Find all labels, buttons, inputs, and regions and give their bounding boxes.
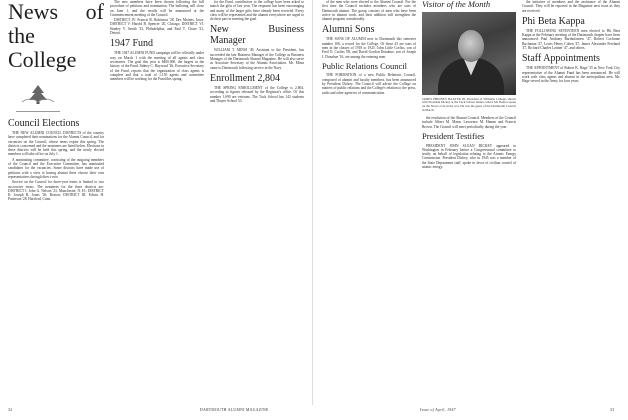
article-paragraph: the initiative of members and the assistance of the Alumni Council. They will be reported in the Magazine next issue as they are received. [522,0,620,13]
visitor-photo [422,12,516,95]
article-paragraph: the resolution of the Alumni Council. Members of the Council include Albert M. Mann, Lawrence M. Hamm and Francis Brown. The Council will meet periodically during the year. [422,116,516,129]
article-paragraph: PRESIDENT JOHN SLOAN DICKEY appeared in Washington in February before a Congressional committee to testify on behalf of legislation relating to the Atomic Energy Commission. President Dickey, who in 1945 was a member of the State Department staff, spoke in favor of civilian control of atomic energy. [422,143,516,169]
article-paragraph: THE APPOINTMENT of Robert K. Hage '35 as New York City representative of the Alumni Fund has been announced. He will work with class agents and alumni in the metropolitan area. Mr. Hage served in the Army for four years. [522,66,620,84]
magazine-footer: DARTMOUTH ALUMNI MAGAZINE [200,408,269,412]
article-paragraph: of the men who were elected to the Alumni Council. For the first time the Council includes members who are sons of Dartmouth alumni. The group consists of men who have been active in alumni work, and their addition will strengthen the alumni program considerably. [322,0,416,22]
article-paragraph: for the Fund, contributors to the college have been asked to match the gifts of last year. The response has been encouraging and many of the larger gifts have already been received. Every class will be represented and the alumni everywhere are urged to do their part in meeting the goal. [210,0,304,22]
page-gutter [312,0,313,405]
article-paragraph: THE FORMATION of a new Public Relations Council, composed of alumni and faculty members, has been announced by President Dickey. The Council will advise the College on matters of public relations and the College's relation to the press, radio and other agencies of communication. [322,73,416,95]
article-paragraph: A nominating committee, consisting of the outgoing members of the Council and the Executive Committee, has nominated candidates for the vacancies. Some districts have made use of petitions with a view to having alumni there choose their own representatives through direct vote. [8,157,104,179]
public-relations-heading: Public Relations Council [322,60,407,71]
left-col-3 [210,0,304,104]
article-paragraph: THE FOLLOWING SEVENTEEN men elected to Phi Beta Kappa at the February meeting of the Dartmouth chapter have been announced: Paul Anthony Bartholomew '47, Robert Cochrane Buchanan '47, Lewis Henry Cohen '47, James Alexander Freeland '47, Richard Charles Leitner '47, and others. [522,28,620,51]
article-paragraph: Service on the Council for three-year terms is limited to two successive terms. The nominees for the three districts are: DISTRICT I: John G. Nelson '23, Manchester, N. H.; DISTRICT II: Joseph R. Jones '26, Boston; DISTRICT III: Edwin H. Patterson '28, Hartford, Conn. [8,180,104,202]
council-elections-heading: Council Elections [8,118,80,129]
business-manager-heading: New Business Manager [210,24,304,47]
page-number-right: 33 [610,408,615,412]
left-col-1 [8,0,104,203]
enrollment-heading: Enrollment 2,804 [210,72,280,84]
alumni-sons-heading: Alumni Sons [322,24,375,36]
article-paragraph: THE NEW ALUMNI COUNCIL DISTRICTS of the country have completed their nominations for the Alumni Council, and for vacancies on the Council, whose terms expire this spring. The districts concerned and the nominees are listed below. Elections in these districts will be held this spring, and the newly elected members will take office on July 1. [8,131,104,157]
page-title: News of the College [8,0,104,72]
staff-appointments-heading: Staff Appointments [522,53,600,65]
fund-heading: 1947 Fund [110,38,154,50]
article-paragraph: THE SPRING ENROLLMENT of the College is 2,804, according to figures released by the Registrar's office. Of this number 1,690 are veterans. The Tuck School has 142 students and Thayer School 53. [210,85,304,103]
president-testifies-heading: President Testifies [422,131,485,142]
article-paragraph: THE SONS OF ALUMNI new to Dartmouth this semester number 106, a record for the College. Of these 43 are sons of men in the classes of 1918 to 1925. John Little Corliss, son of Fred O. Corliss '08, and David Gordon Donahue, son of Joseph J. Donahue '16, are among the entering men. [322,37,416,59]
issue-footer: Issue of April, 1947 [420,408,456,412]
college-crest-icon [16,82,60,112]
visitor-heading: Visitor of the Month [422,0,491,9]
article-paragraph: DISTRICT IV: Francis B. Robinson '28, Des Moines, Iowa. DISTRICT V: Harold B. Spencer '20, Chicago. DISTRICT VI: Stanley V. Smith '23, Philadelphia, and Paul T. Chase '21, Detroit. [110,18,204,36]
right-col-2 [422,0,516,170]
phi-beta-kappa-heading: Phi Beta Kappa [522,15,585,27]
page-number-left: 32 [8,408,13,412]
right-col-3 [522,0,620,85]
article-paragraph: THE 1947 ALUMNI FUND campaign will be officially under way on March 1 with the meeting of all agents and class secretaries. The goal this year is $400,000, the largest in the history of the Fund. Sidney C. Hayward '26, Executive Secretary of the Fund, reports that the organization of class agents is complete and that a total of 1,150 agents and committee members will be working for the Fund this spring. [110,51,204,82]
photo-caption: JAMES PHINNEY BAXTER III, President of Williams College, shown with President Dickey at the Tuck School dinner, where Mr. Baxter spoke on the Navy's role in the war. He was the guest of the Dartmouth Council in March. [422,96,516,113]
left-col-2 [110,0,204,82]
article-paragraph: WILLIAM T. MINSI '49, Assistant to the President, has succeeded the late Business Manager of the College as Business Manager of the Dartmouth Alumni Magazine. He will also serve as Associate Secretary of the Alumni Association. Mr. Minsi came to Dartmouth following service in the Navy. [210,48,304,70]
right-col-1 [322,0,416,96]
article-paragraph: The new members have been chosen following the full procedure of petitions and nomination. The balloting will close on June 1, and the results will be announced at the Commencement meeting of the Council. [110,0,204,17]
